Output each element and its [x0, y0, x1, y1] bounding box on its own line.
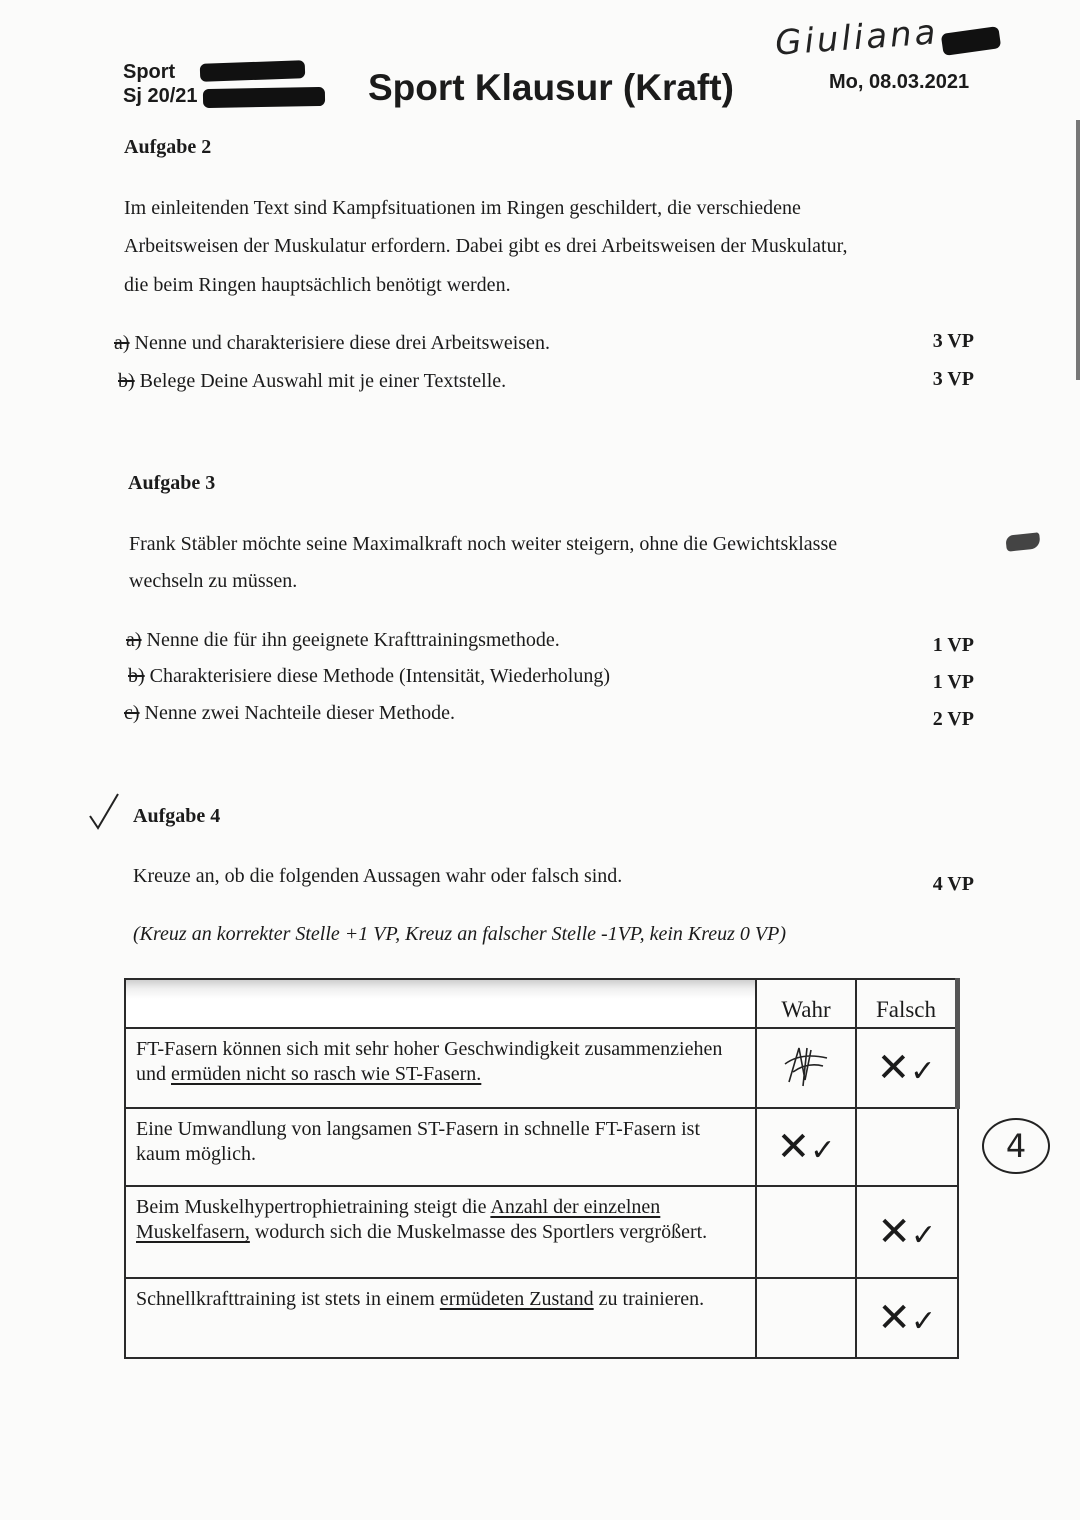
column-header-true: Wahr: [756, 979, 856, 1028]
statement-2-true-cell[interactable]: [756, 1108, 856, 1186]
check-mark-icon: ✓: [910, 1304, 937, 1339]
task3-item-c-points: 2 VP: [932, 708, 974, 730]
table-row: [125, 1186, 958, 1278]
statement-4-underlined: ermüdeten Zustand: [439, 1288, 594, 1310]
scan-artifact: [1005, 532, 1040, 551]
statement-4-true-cell[interactable]: [756, 1278, 856, 1358]
statement-4-false-cell[interactable]: [856, 1278, 958, 1358]
task2-item-b: [118, 371, 506, 391]
task3-intro-line1: Frank Stäbler möchte seine Maximalkraft noch weiter steigern, ohne die Gewichtsklasse: [129, 533, 838, 555]
statement-1-false-cell[interactable]: [856, 1028, 958, 1108]
statement-3: [125, 1186, 756, 1278]
task4-scoring-note: (Kreuz an korrekter Stelle +1 VP, Kreuz an falscher Stelle -1VP, kein Kreuz 0 VP): [133, 923, 787, 945]
page-title: Sport Klausur (Kraft): [368, 67, 734, 108]
course-label: Sport: [123, 61, 176, 83]
check-mark-icon: ✓: [910, 1054, 936, 1089]
cross-mark-icon: ✕: [877, 1295, 911, 1341]
task2-item-b-points: 3 VP: [932, 368, 974, 390]
scribble-icon: [781, 1042, 831, 1088]
task3-item-b-points: 1 VP: [932, 671, 974, 693]
statements-table: [124, 978, 960, 1359]
check-mark-icon: ✓: [910, 1218, 937, 1253]
course-info: [123, 60, 198, 108]
task3-item-b-label: b): [128, 665, 145, 687]
task3-item-c-text: Nenne zwei Nachteile dieser Methode.: [144, 702, 455, 724]
table-header-row: [125, 979, 958, 1028]
statement-1-text: FT-Fasern können sich mit sehr hoher Geschwindigkeit zusammenziehen und: [136, 1038, 723, 1085]
score-value: 4: [1005, 1127, 1027, 1165]
statement-3-underlined: Anzahl der einzelnen Muskelfasern,: [136, 1196, 661, 1243]
task2-item-a-points: 3 VP: [932, 330, 974, 352]
task3-item-a-label: a): [126, 629, 142, 651]
check-mark-icon: ✓: [810, 1133, 836, 1168]
task3-item-b-text: Charakterisiere diese Methode (Intensität, Wiederholung): [149, 665, 611, 687]
score-circle: [982, 1118, 1050, 1174]
task3-heading: Aufgabe 3: [128, 472, 216, 494]
task3-intro-line2: wechseln zu müssen.: [129, 570, 298, 592]
statement-3-false-cell[interactable]: [856, 1186, 958, 1278]
task2-item-a: [114, 333, 550, 353]
task2-item-a-text: Nenne und charakterisiere diese drei Arbeitsweisen.: [134, 332, 550, 354]
statement-1-underlined: ermüden nicht so rasch wie ST-Fasern.: [171, 1063, 482, 1085]
year-label: Sj 20/21: [123, 85, 198, 107]
statement-4: [125, 1278, 756, 1358]
exam-date: Mo, 08.03.2021: [829, 71, 970, 93]
statement-4-text-end: zu trainieren.: [593, 1288, 705, 1310]
task3-item-c-label: c): [124, 702, 140, 724]
statement-3-text-start: Beim Muskelhypertrophietraining steigt die: [136, 1196, 491, 1218]
cross-mark-icon: ✕: [876, 1045, 911, 1091]
table-row: [125, 1028, 958, 1108]
task2-item-b-text: Belege Deine Auswahl mit je einer Textstelle.: [139, 370, 507, 392]
statement-1: [125, 1028, 756, 1108]
statement-3-true-cell[interactable]: [756, 1186, 856, 1278]
redaction-name: [941, 26, 1001, 56]
scan-edge: [1076, 120, 1080, 380]
statement-2-false-cell[interactable]: [856, 1108, 958, 1186]
table-header-blank: [125, 979, 756, 1028]
task2-heading: Aufgabe 2: [124, 136, 212, 158]
statement-4-text-start: Schnellkrafttraining ist stets in einem: [136, 1288, 440, 1310]
task4-instruction: Kreuze an, ob die folgenden Aussagen wahr oder falsch sind.: [133, 865, 623, 887]
redaction-course: [200, 60, 306, 82]
task2-intro-line2: Arbeitsweisen der Muskulatur erfordern. Dabei gibt es drei Arbeitsweisen der Muskulatur,: [124, 235, 848, 257]
redaction-class: [203, 87, 325, 108]
task3-item-a-text: Nenne die für ihn geeignete Krafttrainingsmethode.: [146, 629, 560, 651]
column-header-false: Falsch: [856, 979, 958, 1028]
task4-points: 4 VP: [932, 873, 974, 895]
task3-item-c: [124, 703, 455, 723]
cross-mark-icon: ✕: [776, 1124, 811, 1170]
task4-checkmark-icon: [88, 792, 122, 837]
table-row: [125, 1108, 958, 1186]
task2-intro-line3: die beim Ringen hauptsächlich benötigt werden.: [124, 274, 511, 296]
task2-item-a-label: a): [114, 332, 130, 354]
statement-3-text-end: wodurch sich die Muskelmasse des Sportlers vergrößert.: [249, 1221, 708, 1243]
task3-item-a-points: 1 VP: [932, 634, 974, 656]
task2-intro-line1: Im einleitenden Text sind Kampfsituationen im Ringen geschildert, die verschiedene: [124, 197, 801, 219]
cross-mark-icon: ✕: [877, 1209, 911, 1255]
table-row: [125, 1278, 958, 1358]
task3-item-a: [126, 630, 560, 650]
task3-item-b: [128, 666, 610, 686]
task4-heading: Aufgabe 4: [133, 805, 221, 827]
student-name: Giuliana: [773, 12, 940, 64]
statement-2: Eine Umwandlung von langsamen ST-Fasern in schnelle FT-Fasern ist kaum möglich.: [125, 1108, 756, 1186]
statement-1-true-cell[interactable]: [756, 1028, 856, 1108]
task2-item-b-label: b): [118, 370, 135, 392]
